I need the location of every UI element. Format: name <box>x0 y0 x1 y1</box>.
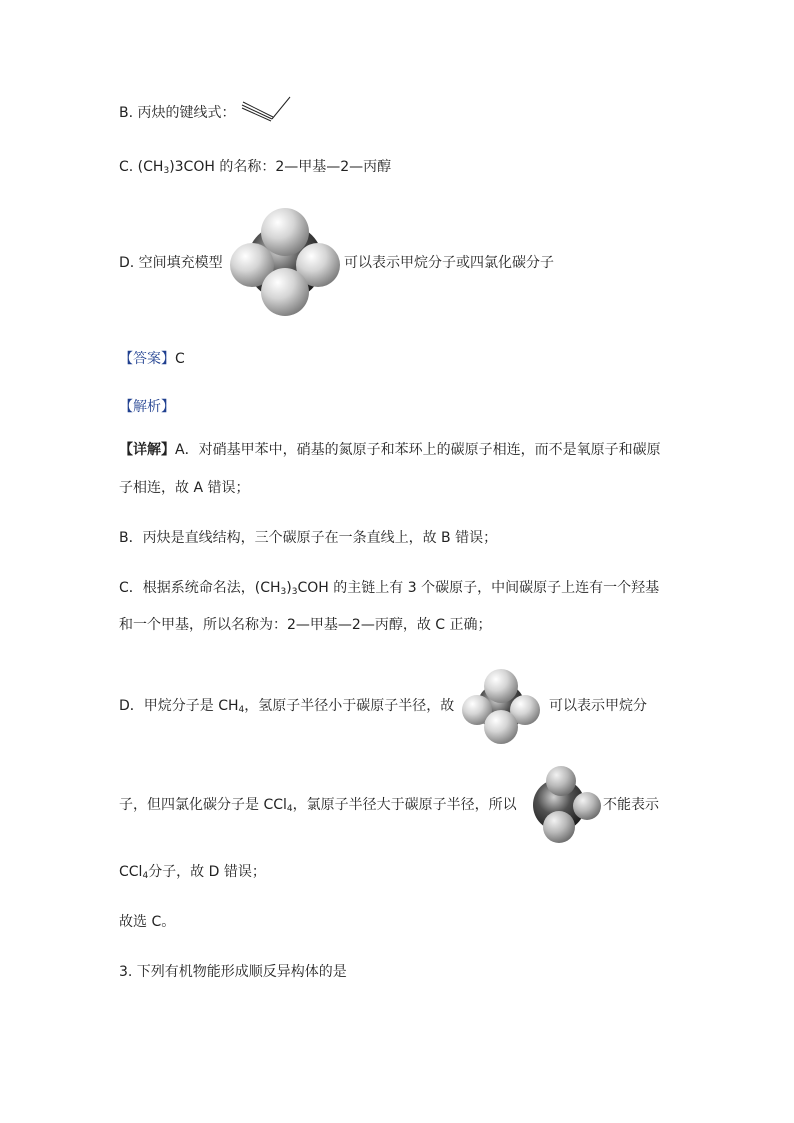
detail-b-text: B．丙炔是直线结构，三个碳原子在一条直线上，故 B 错误； <box>119 530 498 546</box>
option-b-text: B. 丙炔的键线式： <box>119 105 236 121</box>
detail-d2-pre: 子，但四氯化碳分子是 CCl <box>119 797 287 813</box>
question-3 <box>119 963 347 981</box>
option-c-line <box>119 158 391 176</box>
answer-label: 【答案】 <box>119 351 175 367</box>
detail-c-line1 <box>119 579 659 597</box>
detail-a-text2: 子相连，故 A 错误； <box>119 480 250 496</box>
detail-c-sub2: 3 <box>291 587 298 597</box>
detail-a-line2 <box>119 479 249 497</box>
detail-c-pre: C．根据系统命名法，(CH <box>119 580 281 596</box>
methane-space-filling-model <box>459 665 543 747</box>
detail-d2-sub: 4 <box>286 804 293 814</box>
detail-d-line2-right <box>603 796 659 814</box>
detail-d3-pre: CCl <box>119 864 143 880</box>
detail-d-line2-left <box>119 796 517 814</box>
option-d-left: D. 空间填充模型 <box>119 255 223 271</box>
detail-d3-sub: 4 <box>142 871 149 881</box>
option-c-sub: 3 <box>163 166 170 176</box>
detail-a-line1 <box>119 441 661 459</box>
detail-d-line1-left <box>119 697 454 715</box>
detail-c-sub1: 3 <box>280 587 287 597</box>
detail-b-line <box>119 529 497 547</box>
analysis-label: 【解析】 <box>119 399 175 415</box>
detail-label: 【详解】 <box>119 442 175 458</box>
detail-c-line2 <box>119 616 492 634</box>
conclusion-line <box>119 913 175 931</box>
answer-value: C <box>175 351 185 367</box>
detail-d-mid: ，氢原子半径小于碳原子半径，故 <box>244 698 455 714</box>
option-c-suffix: )3COH 的名称：2—甲基—2—丙醇 <box>169 159 392 175</box>
option-d-line-right <box>344 254 554 272</box>
question-3-text: 3. 下列有机物能形成顺反异构体的是 <box>119 964 347 980</box>
option-d-line-left <box>119 254 223 272</box>
option-b-line <box>119 104 236 122</box>
detail-c-end: COH 的主链上有 3 个碳原子，中间碳原子上连有一个羟基 <box>297 580 660 596</box>
ccl4-space-filling-model <box>517 763 605 845</box>
detail-d-pre: D．甲烷分子是 CH <box>119 698 239 714</box>
detail-d-line1-right <box>549 697 647 715</box>
propyne-skeletal-formula <box>238 93 294 123</box>
detail-d-line3 <box>119 863 266 881</box>
space-filling-model-large <box>228 205 342 319</box>
option-c-prefix: C. (CH <box>119 159 164 175</box>
detail-a-text1: A．对硝基甲苯中，硝基的氮原子和苯环上的碳原子相连，而不是氧原子和碳原 <box>175 442 661 458</box>
option-d-right: 可以表示甲烷分子或四氯化碳分子 <box>344 255 554 271</box>
detail-d-sub1: 4 <box>238 705 245 715</box>
detail-d2-end: 不能表示 <box>603 797 659 813</box>
analysis-heading <box>119 398 175 416</box>
detail-c-text2: 和一个甲基，所以名称为：2—甲基—2—丙醇，故 C 正确； <box>119 617 492 633</box>
detail-c-post: ) <box>286 580 292 596</box>
answer-line <box>119 350 185 368</box>
detail-d-end1: 可以表示甲烷分 <box>549 698 647 714</box>
detail-d2-mid: ，氯原子半径大于碳原子半径，所以 <box>292 797 517 813</box>
conclusion-text: 故选 C。 <box>119 914 176 930</box>
detail-d3-end: 分子，故 D 错误； <box>148 864 266 880</box>
